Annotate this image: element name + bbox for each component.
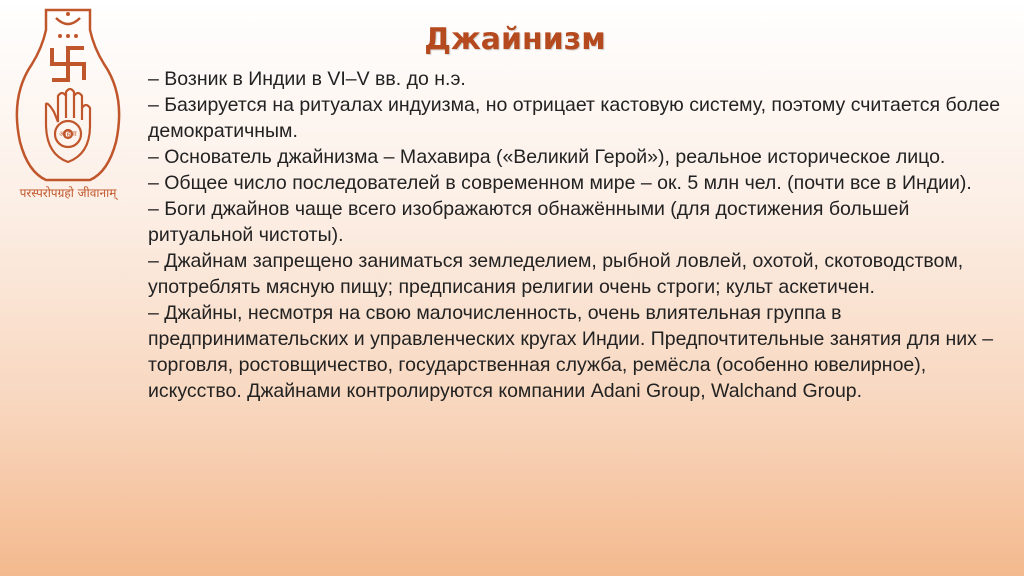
hand-text: अहिंसा	[59, 130, 77, 138]
slide-title: Джайнизм	[424, 22, 606, 57]
bullet-origin: – Возник в Индии в VI–V вв. до н.э.	[148, 68, 466, 90]
hand-icon	[46, 89, 90, 162]
bullet-prohibitions: – Джайнам запрещено заниматься земледелием, рыбной ловлей, охотой, скотоводством, употреблять мясную пищу; предписания религии очень строги; культ аскетичен.	[148, 250, 964, 298]
jain-emblem	[6, 4, 130, 204]
bullet-rituals: – Базируется на ритуалах индуизма, но отрицает кастовую систему, поэтому считается более демократичным.	[148, 94, 1001, 142]
bullet-followers: – Общее число последователей в современном мире – ок. 5 млн чел. (почти все в Индии).	[148, 172, 972, 194]
swastika-icon	[52, 48, 84, 80]
bullet-influence: – Джайны, несмотря на свою малочисленность, очень влиятельная группа в предпринимательских и управленческих кругах Индии. Предпочтительные занятия для них – торговля, ростовщичество, государственная служба, ремёсла (особенно ювелирное), искусство. Джайнами контролируются компании Adani Group, Walchand Group.	[148, 302, 994, 402]
slide-body	[148, 66, 1008, 404]
bullet-founder: – Основатель джайнизма – Махавира («Великий Герой»), реальное историческое лицо.	[148, 146, 946, 168]
emblem-caption: परस्परोपग्रहो जीवानाम्	[19, 186, 117, 200]
bullet-gods: – Боги джайнов чаще всего изображаются обнажёнными (для достижения большей ритуальной чистоты).	[148, 198, 910, 246]
